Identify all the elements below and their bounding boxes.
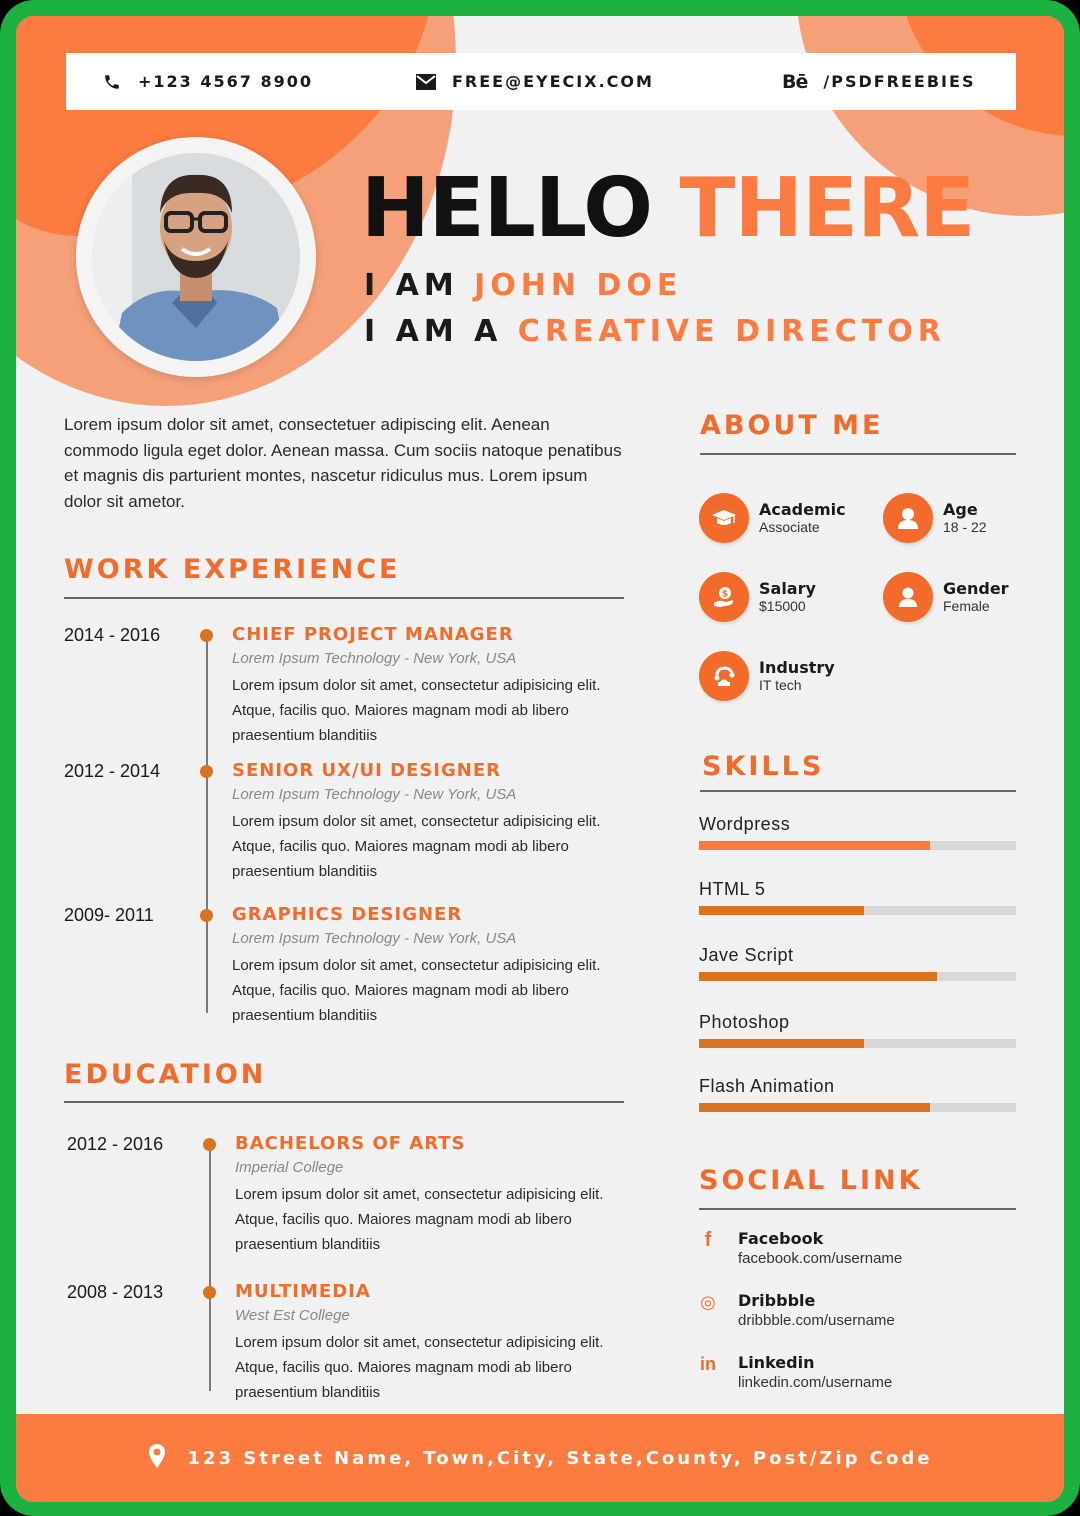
entry-org: Lorem Ipsum Technology - New York, USA [232,786,517,803]
about-item-salary [699,572,816,622]
skill-bar-fill [699,972,937,981]
linkedin-icon: in [700,1354,716,1374]
social-name: Linkedin [738,1353,815,1372]
skill-bar-fill [699,841,930,850]
person-name: JOHN DOE [474,268,683,303]
contact-phone[interactable] [102,72,313,92]
dribbble-icon: ◎ [700,1292,716,1312]
about-label: Industry [759,658,835,677]
about-value: 18 - 22 [943,519,987,535]
about-label: Age [943,500,978,519]
skill-item [699,1075,1016,1112]
social-url[interactable]: linkedin.com/username [738,1374,893,1391]
entry-title: CHIEF PROJECT MANAGER [232,624,514,645]
job-role: CREATIVE DIRECTOR [517,314,946,349]
location-pin-icon [148,1443,166,1474]
about-item-gender [883,572,1009,622]
svg-text:$: $ [721,589,729,600]
address-text: 123 Street Name, Town,City, State,County, Post/Zip Code [187,1447,933,1469]
entry-title: SENIOR UX/UI DESIGNER [232,760,501,781]
headline-hello: HELLO [361,161,652,256]
name-line [364,268,683,303]
timeline-dot [200,629,213,642]
timeline-dot [203,1286,216,1299]
social-url[interactable]: dribbble.com/username [738,1312,895,1329]
about-me-title: ABOUT ME [700,410,884,441]
work-experience-title: WORK EXPERIENCE [64,554,401,585]
entry-title: MULTIMEDIA [235,1281,371,1302]
work-divider [64,597,624,599]
social-dribbble[interactable] [698,1291,895,1331]
skill-name: Wordpress [699,814,791,834]
entry-years: 2008 - 2013 [67,1282,164,1302]
entry-description: Lorem ipsum dolor sit amet, consectetur adipisicing elit. Atque, facilis quo. Maiores magnam modi ab libero praesentium blanditiis [235,1186,604,1253]
headline [361,161,975,256]
entry-org: West Est College [235,1307,350,1324]
entry-description: Lorem ipsum dolor sit amet, consectetur adipisicing elit. Atque, facilis quo. Maiores magnam modi ab libero praesentium blanditiis [235,1334,604,1401]
skill-item [699,878,1016,915]
about-divider [700,453,1016,455]
role-prefix: I AM A [364,314,503,349]
about-item-industry [699,651,835,701]
skill-bar-fill [699,1039,864,1048]
contact-behance[interactable] [782,71,975,93]
entry-years: 2014 - 2016 [64,625,161,645]
about-item-academic [699,493,846,543]
about-value: Female [943,598,990,614]
envelope-icon [416,72,436,92]
social-facebook[interactable] [698,1229,902,1269]
skills-title: SKILLS [702,751,825,782]
education-title: EDUCATION [64,1059,267,1090]
skill-bar-track [699,972,1016,981]
skills-divider [700,790,1016,792]
social-linkedin[interactable] [698,1353,892,1393]
timeline-dot [200,909,213,922]
entry-title: GRAPHICS DESIGNER [232,904,463,925]
email-address: FREE@EYECIX.COM [452,72,654,91]
entry-years: 2009- 2011 [64,905,154,925]
behance-icon: Bē [782,70,808,93]
education-timeline [209,1141,211,1391]
about-label: Gender [943,579,1009,598]
skill-item [699,944,1016,981]
about-value: Associate [759,519,820,535]
behance-handle: /PSDFREEBIES [823,72,976,91]
social-name: Facebook [738,1229,824,1248]
entry-org: Imperial College [235,1159,344,1176]
entry-org: Lorem Ipsum Technology - New York, USA [232,650,517,667]
skill-name: Flash Animation [699,1076,835,1096]
user-icon [883,493,933,543]
about-item-age [883,493,987,543]
skill-bar-track [699,841,1016,850]
entry-description: Lorem ipsum dolor sit amet, consectetur adipisicing elit. Atque, facilis quo. Maiores magnam modi ab libero praesentium blanditiis [232,813,601,880]
about-value: IT tech [759,677,802,693]
social-url[interactable]: facebook.com/username [738,1250,903,1267]
graduation-cap-icon [699,493,749,543]
entry-title: BACHELORS OF ARTS [235,1133,466,1154]
contact-email[interactable] [416,72,654,92]
money-hand-icon [699,572,749,622]
resume-page [16,16,1064,1502]
about-value: $15000 [759,598,806,614]
skill-name: Photoshop [699,1012,790,1032]
skill-name: Jave Script [699,945,794,965]
facebook-icon: f [704,1229,712,1251]
entry-description: Lorem ipsum dolor sit amet, consectetur adipisicing elit. Atque, facilis quo. Maiores magnam modi ab libero praesentium blanditiis [232,957,601,1024]
timeline-dot [200,765,213,778]
social-name: Dribbble [738,1291,816,1310]
education-divider [64,1101,624,1103]
headline-there: THERE [679,161,975,256]
about-label: Academic [759,500,846,519]
skill-bar-track [699,1039,1016,1048]
skill-name: HTML 5 [699,879,766,899]
address-footer [16,1414,1064,1502]
timeline-dot [203,1138,216,1151]
avatar-frame [76,137,316,377]
skill-item [699,1011,1016,1048]
skill-bar-track [699,1103,1016,1112]
entry-years: 2012 - 2016 [67,1134,164,1154]
skill-item [699,813,1016,850]
contact-bar [66,53,1016,110]
entry-org: Lorem Ipsum Technology - New York, USA [232,930,517,947]
work-timeline [206,633,208,1013]
name-prefix: I AM [364,268,459,303]
social-link-title: SOCIAL LINK [699,1165,923,1196]
entry-description: Lorem ipsum dolor sit amet, consectetur adipisicing elit. Atque, facilis quo. Maiores magnam modi ab libero praesentium blanditiis [232,677,601,744]
phone-number: +123 4567 8900 [138,72,314,91]
role-line [364,314,946,349]
phone-icon [102,72,122,92]
social-divider [699,1208,1016,1210]
about-label: Salary [759,579,816,598]
robot-arm-icon [699,651,749,701]
skill-bar-track [699,906,1016,915]
intro-paragraph: Lorem ipsum dolor sit amet, consectetuer adipiscing elit. Aenean commodo ligula eget dolor. Aenean massa. Cum sociis natoque penatibus et magnis dis parturient montes, nascetur ridiculus mus. Lorem ipsum dolor sit ametor. [64,415,622,511]
entry-years: 2012 - 2014 [64,761,161,781]
skill-bar-fill [699,1103,930,1112]
skill-bar-fill [699,906,864,915]
person-icon [883,572,933,622]
avatar-photo [92,153,300,361]
